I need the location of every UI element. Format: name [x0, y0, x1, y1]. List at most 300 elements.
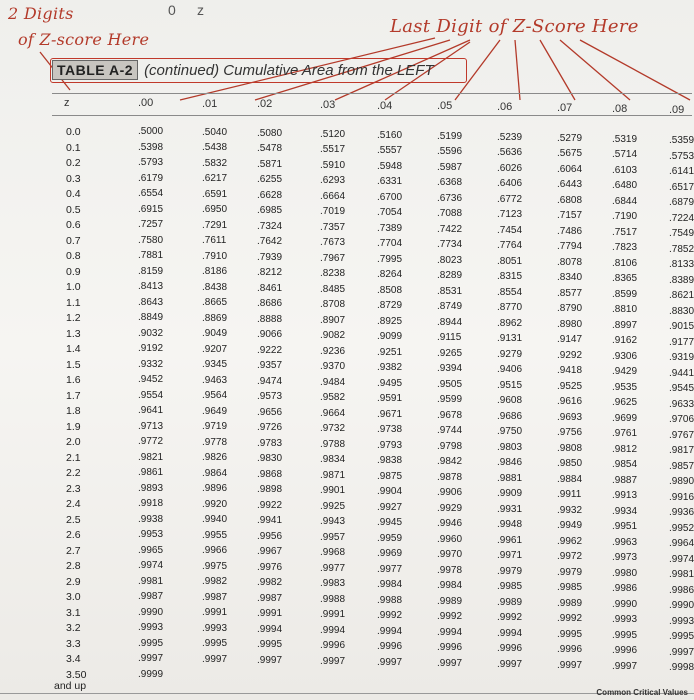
table-cell: .9236 [320, 345, 346, 357]
table-cell: .5120 [320, 128, 346, 140]
table-cell: .9162 [612, 335, 638, 347]
table-cell: .9957 [320, 531, 346, 543]
table-cell: .9995 [257, 639, 283, 651]
table-cell: .9996 [497, 643, 523, 655]
table-cell: .9850 [557, 458, 583, 470]
table-cell: .8461 [257, 282, 283, 294]
table-cell: .8643 [138, 296, 164, 308]
table-cell: .9931 [497, 503, 523, 515]
table-cell: .5636 [497, 147, 523, 159]
z-row-label: 0.5 [66, 203, 81, 216]
table-cell: .9994 [320, 624, 346, 636]
table-cell: .6808 [557, 194, 583, 206]
z-row-label: 2.5 [66, 513, 81, 526]
table-cell: .9904 [377, 486, 403, 497]
table-cell: .9082 [320, 330, 346, 342]
table-cell: .9394 [437, 363, 463, 375]
column-header: .04 [377, 99, 393, 112]
table-cell: .7190 [612, 211, 638, 223]
table-cell: .9913 [612, 490, 638, 502]
z-row-label: 0.4 [66, 188, 81, 200]
z-row-label: 0.3 [66, 172, 81, 185]
table-cell: .7357 [320, 221, 346, 233]
table-cell: .9985 [497, 581, 523, 593]
table-cell: .9996 [557, 644, 583, 656]
table-cell: .9901 [320, 485, 346, 497]
table-cell: .9911 [557, 489, 582, 501]
table-cell: .9732 [320, 423, 346, 435]
table-cell: .9990 [612, 598, 638, 610]
table-cell: .7611 [202, 235, 227, 247]
table-cell: .9974 [138, 560, 164, 571]
top-mark-z: z [197, 2, 204, 18]
table-cell: .9909 [497, 488, 523, 500]
table-cell: .8708 [320, 299, 346, 311]
table-cell: .9131 [497, 333, 523, 345]
table-cell: .9996 [377, 641, 403, 652]
table-cell: .9463 [202, 374, 228, 386]
table-cell: .5160 [377, 129, 403, 141]
table-cell: .8599 [612, 288, 638, 300]
table-cell: .9842 [437, 456, 463, 468]
table-cell: .9997 [669, 646, 694, 658]
table-cell: .9968 [320, 547, 346, 559]
table-cell: .7910 [202, 250, 228, 262]
table-cell: .9997 [612, 660, 638, 672]
table-cell: .9251 [377, 346, 403, 358]
table-cell: .9370 [320, 361, 346, 373]
z-row-label-and-up: and up [54, 680, 87, 692]
table-cell: .9656 [257, 406, 283, 418]
z-row-label: 0.2 [66, 157, 81, 169]
table-cell: .9812 [612, 443, 638, 455]
table-cell: .9222 [257, 344, 283, 356]
z-row-label: 2.8 [66, 560, 81, 572]
table-cell: .8051 [497, 255, 523, 267]
table-cell: .9382 [377, 362, 403, 373]
table-cell: .9535 [612, 381, 638, 393]
table-cell: .6255 [257, 174, 283, 186]
table-cell: .9984 [437, 580, 463, 592]
table-cell: .9608 [497, 395, 523, 407]
table-cell: .9936 [669, 507, 694, 519]
column-header: .00 [138, 97, 154, 109]
table-cell: .9946 [437, 518, 463, 530]
table-cell: .7580 [138, 234, 164, 246]
table-cell: .8315 [497, 271, 523, 283]
table-cell: .7422 [437, 223, 463, 235]
table-cell: .9979 [557, 566, 583, 578]
table-cell: .9772 [138, 436, 164, 447]
table-cell: .9993 [202, 622, 228, 634]
z-score-table [52, 93, 692, 693]
table-cell: .6217 [202, 173, 228, 185]
table-cell: .9997 [497, 658, 523, 670]
table-cell: .8749 [437, 301, 463, 313]
table-cell: .7881 [138, 250, 164, 261]
table-cell: .9938 [138, 513, 164, 525]
table-cell: .9964 [669, 538, 694, 550]
table-cell: .9982 [257, 577, 283, 589]
table-cell: .7224 [669, 212, 694, 224]
table-cell: .9878 [437, 471, 463, 483]
table-cell: .5517 [320, 144, 346, 156]
table-cell: .7019 [320, 206, 346, 218]
z-row-label: 1.4 [66, 343, 81, 355]
table-cell: .9961 [497, 534, 523, 546]
table-cell: .7291 [202, 219, 228, 231]
footer-rule [0, 693, 694, 694]
table-cell: .9996 [320, 640, 346, 652]
table-cell: .9972 [557, 551, 583, 563]
table-cell: .7389 [377, 222, 403, 234]
table-cell: .9997 [557, 659, 583, 671]
table-label: TABLE A-2 [52, 60, 138, 80]
table-cell: .5080 [257, 127, 283, 139]
table-cell: .9738 [377, 424, 403, 435]
table-cell: .9999 [138, 668, 164, 680]
table-cell: .9750 [497, 426, 523, 438]
table-cell: .9871 [320, 469, 346, 481]
table-cell: .8962 [497, 317, 523, 329]
z-row-label: 1.9 [66, 420, 81, 433]
table-cell: .9893 [138, 482, 164, 494]
table-cell: .9545 [669, 383, 694, 395]
z-row-label: 1.8 [66, 405, 81, 417]
table-cell: .9998 [669, 662, 694, 674]
table-cell: .6591 [202, 188, 228, 200]
table-cell: .9699 [612, 412, 638, 424]
z-row-label: 0.7 [66, 234, 81, 247]
column-header: .01 [202, 97, 218, 110]
table-cell: .9875 [377, 470, 403, 482]
table-cell: .9992 [497, 612, 523, 624]
table-cell: .6915 [138, 203, 164, 215]
table-cell: .7995 [377, 253, 403, 265]
table-cell: .9986 [669, 584, 694, 596]
table-cell: .9953 [138, 529, 164, 540]
table-cell: .7549 [669, 228, 694, 240]
table-cell: .9633 [669, 398, 694, 410]
table-cell: .9977 [320, 562, 346, 574]
z-row-label: 3.50 [66, 668, 87, 681]
table-cell: .9986 [612, 583, 638, 595]
table-cell: .9997 [138, 653, 164, 664]
table-cell: .9798 [437, 440, 463, 452]
table-cell: .8907 [320, 314, 346, 326]
z-row-label: 3.1 [66, 606, 81, 619]
column-header: .06 [497, 101, 513, 113]
table-cell: .5040 [202, 126, 228, 138]
table-cell: .9887 [612, 474, 638, 486]
table-cell: .9783 [257, 437, 283, 449]
table-cell: .6517 [669, 181, 694, 193]
table-cell: .8810 [612, 304, 638, 316]
table-cell: .9994 [437, 626, 463, 638]
table-cell: .9974 [669, 553, 694, 565]
table-cell: .9997 [257, 654, 283, 666]
table-cell: .5675 [557, 148, 583, 160]
z-row-label: 2.0 [66, 436, 81, 448]
table-cell: .8365 [612, 273, 638, 285]
table-cell: .9966 [202, 545, 228, 557]
table-cell: .6331 [377, 176, 403, 187]
table-cell: .9778 [202, 436, 228, 448]
table-cell: .9761 [612, 428, 638, 440]
table-cell: .9990 [138, 606, 164, 618]
table-cell: .9881 [497, 472, 523, 484]
table-cell: .8888 [257, 313, 283, 325]
z-row-label: 0.6 [66, 219, 81, 231]
table-header-rule [52, 115, 692, 116]
table-cell: .9788 [320, 438, 346, 450]
table-cell: .5199 [437, 130, 463, 142]
z-column-header: z [64, 97, 70, 109]
z-row-label: 3.2 [66, 622, 81, 634]
table-cell: .8212 [257, 267, 283, 279]
table-cell: .9955 [202, 529, 228, 541]
column-header: .07 [557, 101, 573, 114]
table-cell: .9678 [437, 409, 463, 421]
annotation-right: Last Digit of Z-Score Here [390, 16, 639, 37]
table-cell: .8980 [557, 318, 583, 330]
table-cell: .9726 [257, 422, 283, 434]
table-cell: .8238 [320, 268, 346, 280]
table-cell: .9345 [202, 359, 228, 371]
table-cell: .8023 [437, 254, 463, 266]
z-row-label: 1.2 [66, 312, 81, 324]
table-cell: .9995 [612, 629, 638, 641]
title-highlight-box [50, 58, 467, 83]
table-cell: .7123 [497, 209, 523, 221]
table-cell: .9941 [257, 515, 283, 527]
table-cell: .8869 [202, 312, 228, 324]
table-cell: .9991 [257, 608, 283, 620]
table-cell: .9896 [202, 483, 228, 495]
column-header: .09 [669, 103, 685, 116]
table-cell: .9192 [138, 343, 164, 354]
table-cell: .8159 [138, 265, 164, 277]
table-cell: .9943 [320, 516, 346, 528]
table-cell: .8438 [202, 281, 228, 293]
table-cell: .6179 [138, 172, 164, 184]
table-cell: .5948 [377, 160, 403, 172]
table-cell: .8621 [669, 290, 694, 302]
z-row-label: 3.3 [66, 637, 81, 650]
table-cell: .5478 [257, 143, 283, 155]
table-cell: .9987 [138, 591, 164, 602]
table-cell: .5753 [669, 150, 694, 162]
table-cell: .6368 [437, 177, 463, 189]
table-cell: .7794 [557, 241, 583, 253]
table-cell: .8790 [557, 303, 583, 315]
table-cell: .9987 [257, 592, 283, 604]
table-cell: .9988 [320, 593, 346, 605]
table-cell: .9671 [377, 408, 403, 420]
table-cell: .9319 [669, 352, 694, 364]
table-cell: .9838 [377, 455, 403, 466]
table-cell: .9993 [612, 614, 638, 626]
z-row-label: 2.3 [66, 482, 81, 495]
table-cell: .5239 [497, 131, 523, 143]
table-cell: .9970 [437, 549, 463, 561]
table-cell: .5832 [202, 157, 228, 169]
table-cell: .8106 [612, 257, 638, 269]
table-cell: .7157 [557, 210, 583, 222]
table-cell: .9573 [257, 391, 283, 403]
table-cell: .9693 [557, 411, 583, 423]
table-cell: .9997 [320, 655, 346, 667]
table-cell: .9406 [497, 364, 523, 376]
table-cell: .8485 [320, 283, 346, 295]
footer-common-critical-values: Common Critical Values [596, 688, 688, 697]
table-cell: .7454 [497, 224, 523, 236]
z-row-label: 2.6 [66, 529, 81, 541]
table-cell: .9959 [377, 532, 403, 544]
table-cell: .9332 [138, 358, 164, 370]
table-cell: .9929 [437, 502, 463, 514]
table-cell: .8289 [437, 270, 463, 282]
table-cell: .8078 [557, 256, 583, 268]
table-cell: .9949 [557, 520, 583, 532]
z-row-label: 0.1 [66, 141, 81, 154]
table-cell: .9706 [669, 414, 694, 426]
table-cell: .9952 [669, 522, 694, 534]
column-header: .08 [612, 102, 628, 115]
top-mark-zero: 0 [168, 2, 176, 18]
table-cell: .8264 [377, 269, 403, 280]
table-cell: .9591 [377, 393, 403, 404]
table-cell: .5279 [557, 132, 583, 144]
table-cell: .8665 [202, 297, 228, 309]
table-cell: .9971 [497, 550, 523, 562]
table-cell: .7257 [138, 219, 164, 230]
table-cell: .8508 [377, 284, 403, 296]
table-cell: .6406 [497, 178, 523, 190]
table-cell: .9686 [497, 410, 523, 422]
table-cell: .5714 [612, 149, 638, 161]
table-cell: .6554 [138, 188, 164, 199]
z-row-label: 1.5 [66, 358, 81, 371]
table-cell: .9990 [669, 600, 694, 612]
table-cell: .5987 [437, 161, 463, 173]
table-cell: .9649 [202, 405, 228, 417]
table-cell: .9984 [377, 579, 403, 590]
table-cell: .9945 [377, 517, 403, 528]
table-cell: .6480 [612, 180, 638, 192]
table-title-text: (continued) Cumulative Area from the LEFT [144, 61, 434, 79]
table-cell: .9767 [669, 429, 694, 441]
table-cell: .9357 [257, 360, 283, 372]
z-row-label: 3.4 [66, 653, 81, 665]
table-cell: .7823 [612, 242, 638, 254]
annotation-left-line2: of Z-score Here [18, 30, 150, 49]
table-cell: .8729 [377, 300, 403, 311]
table-cell: .9898 [257, 484, 283, 496]
table-cell: .5359 [669, 135, 694, 147]
table-cell: .9977 [377, 563, 403, 575]
z-row-label: 2.1 [66, 451, 81, 464]
table-cell: .9821 [138, 451, 164, 463]
table-cell: .9989 [437, 595, 463, 607]
table-cell: .9265 [437, 347, 463, 359]
table-cell: .9996 [612, 645, 638, 657]
table-cell: .8531 [437, 285, 463, 297]
table-cell: .9177 [669, 336, 694, 348]
z-row-label: 1.3 [66, 327, 81, 340]
z-row-label: 1.0 [66, 281, 81, 293]
table-cell: .9991 [202, 607, 228, 619]
table-cell: .9940 [202, 514, 228, 526]
table-cell: .9991 [320, 609, 346, 621]
table-cell: .9918 [138, 498, 164, 509]
table-cell: .8389 [669, 274, 694, 286]
table-cell: .9861 [138, 467, 164, 478]
table-cell: .5000 [138, 126, 164, 137]
table-cell: .9906 [437, 487, 463, 499]
table-cell: .9846 [497, 457, 523, 469]
table-cell: .9967 [257, 546, 283, 558]
table-cell: .9066 [257, 329, 283, 341]
table-cell: .9713 [138, 420, 164, 432]
table-cell: .5557 [377, 145, 403, 156]
annotation-left-line1: 2 Digits [8, 4, 74, 23]
table-cell: .9744 [437, 425, 463, 437]
table-cell: .9793 [377, 439, 403, 451]
table-cell: .9756 [557, 427, 583, 439]
table-cell: .5319 [612, 133, 638, 145]
table-cell: .9616 [557, 396, 583, 408]
table-cell: .9975 [202, 560, 228, 572]
table-cell: .9207 [202, 343, 228, 355]
table-cell: .9474 [257, 375, 283, 387]
table-cell: .7939 [257, 251, 283, 263]
table-cell: .9992 [437, 611, 463, 623]
table-cell: .9099 [377, 331, 403, 342]
table-cell: .9582 [320, 392, 346, 404]
table-cell: .8413 [138, 281, 164, 292]
table-cell: .6141 [669, 166, 694, 178]
table-cell: .7324 [257, 220, 283, 232]
table-cell: .9965 [138, 544, 164, 556]
table-cell: .9994 [257, 623, 283, 635]
table-cell: .7704 [377, 238, 403, 249]
table-cell: .9830 [257, 453, 283, 465]
table-cell: .9429 [612, 366, 638, 378]
table-cell: .9993 [669, 615, 694, 627]
table-cell: .9916 [669, 491, 694, 503]
z-row-label: 2.7 [66, 544, 81, 557]
table-cell: .9969 [377, 548, 403, 559]
table-cell: .9441 [669, 367, 694, 379]
table-cell: .9978 [437, 564, 463, 576]
table-cell: .9625 [612, 397, 638, 409]
table-cell: .9864 [202, 467, 228, 479]
column-header: .02 [257, 98, 273, 111]
table-cell: .9803 [497, 441, 523, 453]
table-cell: .9988 [377, 594, 403, 606]
table-cell: .8944 [437, 316, 463, 328]
table-cell: .8830 [669, 305, 694, 317]
table-cell: .9989 [497, 596, 523, 608]
table-cell: .9993 [138, 622, 164, 633]
table-cell: .9932 [557, 504, 583, 516]
table-cell: .9515 [497, 379, 523, 391]
table-cell: .9808 [557, 442, 583, 454]
table-cell: .9995 [557, 628, 583, 640]
z-row-label: 1.1 [66, 296, 81, 309]
z-row-label: 0.8 [66, 250, 81, 262]
